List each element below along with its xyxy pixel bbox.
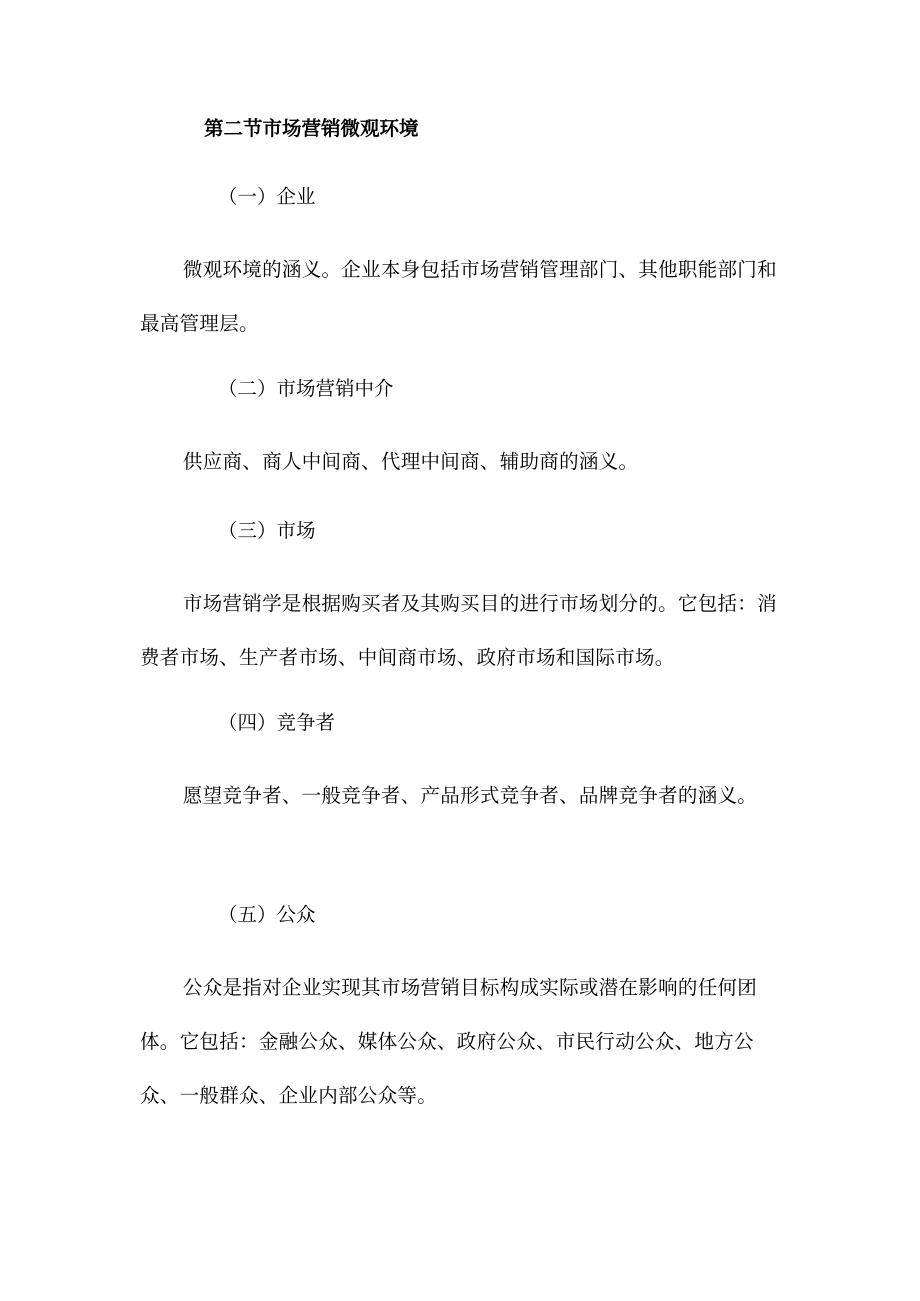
subsection-heading-2: （二）市场营销中介: [218, 377, 394, 400]
subsection-heading-3: （三）市场: [218, 519, 316, 542]
subsection-body-4: 愿望竞争者、一般竞争者、产品形式竞争者、品牌竞争者的涵义。: [182, 784, 758, 807]
section-title: 第二节市场营销微观环境: [204, 117, 419, 140]
subsection-body-1: 微观环境的涵义。企业本身包括市场营销管理部门、其他职能部门和最高管理层。: [140, 258, 777, 335]
subsection-body-5: 公众是指对企业实现其市场营销目标构成实际或潜在影响的任何团体。它包括：金融公众、媒体公众、政府公众、市民行动公众、地方公众、一般群众、企业内部公众等。: [140, 976, 758, 1107]
subsection-heading-4: （四）竞争者: [218, 711, 336, 734]
subsection-heading-1: （一）企业: [218, 185, 316, 208]
subsection-body-3: 市场营销学是根据购买者及其购买目的进行市场划分的。它包括：消费者市场、生产者市场、中间商市场、政府市场和国际市场。: [140, 592, 777, 669]
subsection-heading-5: （五）公众: [218, 903, 316, 926]
subsection-body-2: 供应商、商人中间商、代理中间商、辅助商的涵义。: [182, 450, 639, 473]
